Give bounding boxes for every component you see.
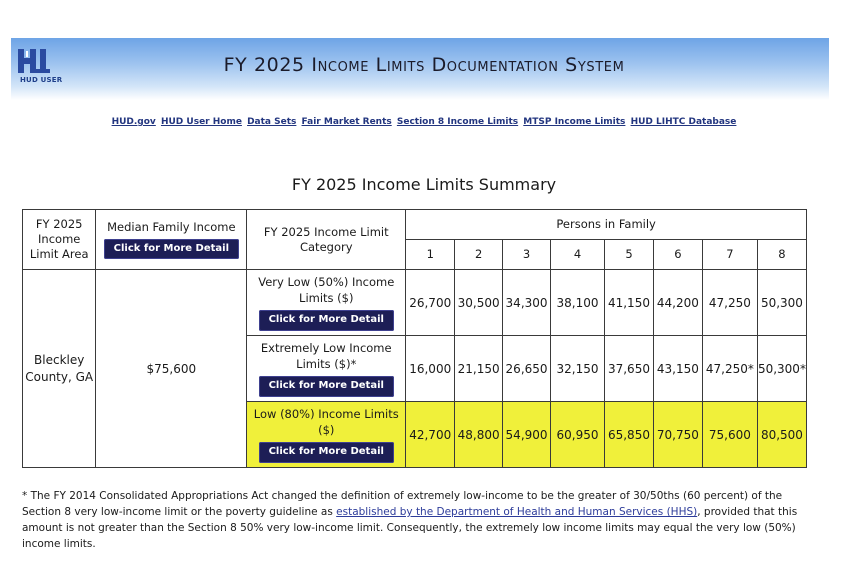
header-category: FY 2025 Income Limit Category <box>247 210 406 270</box>
logo-text: HUD USER <box>20 76 63 84</box>
category-very-low-label: Very Low (50%) Income Limits ($) <box>258 275 395 305</box>
value-cell: 26,650 <box>503 336 551 402</box>
header-median-label: Median Family Income <box>107 220 236 234</box>
value-cell: 70,750 <box>653 402 702 468</box>
extremely-low-detail-button[interactable]: Click for More Detail <box>259 376 394 397</box>
link-hud-gov[interactable]: HUD.gov <box>111 117 156 127</box>
income-limits-table <box>22 209 807 468</box>
value-cell: 43,150 <box>653 336 702 402</box>
hhs-link[interactable]: established by the Department of Health and Human Services (HHS) <box>336 506 698 518</box>
footnote <box>22 488 812 552</box>
nav-links <box>0 117 848 127</box>
very-low-detail-button[interactable]: Click for More Detail <box>259 310 394 331</box>
value-cell: 47,250 <box>702 270 757 336</box>
value-cell: 48,800 <box>455 402 503 468</box>
header-median <box>96 210 247 270</box>
summary-title: FY 2025 Income Limits Summary <box>291 175 557 194</box>
link-hud-user-home[interactable]: HUD User Home <box>160 117 242 127</box>
value-cell: 65,850 <box>605 402 654 468</box>
footnote-text-end: , provided that this amount is not greater than the Section 8 50% very low-income limit. Consequently, the extremely low income limits may equal the very low (50%) income limits. <box>22 506 798 550</box>
value-cell: 32,150 <box>551 336 605 402</box>
value-cell: 44,200 <box>653 270 702 336</box>
header-persons: Persons in Family <box>406 210 807 240</box>
value-cell: 60,950 <box>551 402 605 468</box>
persons-1: 1 <box>406 240 455 270</box>
link-data-sets[interactable]: Data Sets <box>247 117 297 127</box>
value-cell: 38,100 <box>551 270 605 336</box>
link-mtsp-income-limits[interactable]: MTSP Income Limits <box>523 117 626 127</box>
table-header-row <box>23 210 807 240</box>
value-cell: 50,300* <box>757 336 806 402</box>
category-extremely-low-label: Extremely Low Income Limits ($)* <box>260 341 392 371</box>
persons-6: 6 <box>653 240 702 270</box>
value-cell: 54,900 <box>503 402 551 468</box>
persons-4: 4 <box>551 240 605 270</box>
persons-8: 8 <box>757 240 806 270</box>
page-title: FY 2025 Income Limits Documentation System <box>223 54 625 76</box>
value-cell: 41,150 <box>605 270 654 336</box>
persons-3: 3 <box>503 240 551 270</box>
median-detail-button[interactable]: Click for More Detail <box>104 239 239 259</box>
category-low <box>247 402 406 468</box>
low-detail-button[interactable]: Click for More Detail <box>259 442 394 463</box>
category-low-label: Low (80%) Income Limits ($) <box>253 407 399 437</box>
area-name: Bleckley County, GA <box>23 270 96 468</box>
value-cell: 37,650 <box>605 336 654 402</box>
persons-5: 5 <box>605 240 654 270</box>
value-cell: 21,150 <box>455 336 503 402</box>
footnote-text-start: * The FY 2014 Consolidated Appropriations Act changed the definition of extremely low-income to be the greater of 30/50ths (60 percent) of the Section 8 very low-income limit or the poverty guideline as <box>22 490 783 518</box>
value-cell: 42,700 <box>406 402 455 468</box>
median-income: $75,600 <box>96 270 247 468</box>
link-hud-lihtc-database[interactable]: HUD LIHTC Database <box>630 117 737 127</box>
persons-7: 7 <box>702 240 757 270</box>
link-section8-income-limits[interactable]: Section 8 Income Limits <box>396 117 519 127</box>
persons-2: 2 <box>455 240 503 270</box>
category-very-low <box>247 270 406 336</box>
value-cell: 34,300 <box>503 270 551 336</box>
value-cell: 26,700 <box>406 270 455 336</box>
link-fair-market-rents[interactable]: Fair Market Rents <box>301 117 392 127</box>
table-row-very-low <box>23 270 807 336</box>
value-cell: 75,600 <box>702 402 757 468</box>
category-extremely-low <box>247 336 406 402</box>
header-area: FY 2025 Income Limit Area <box>23 210 96 270</box>
value-cell: 16,000 <box>406 336 455 402</box>
value-cell: 30,500 <box>455 270 503 336</box>
value-cell: 47,250* <box>702 336 757 402</box>
value-cell: 50,300 <box>757 270 806 336</box>
value-cell: 80,500 <box>757 402 806 468</box>
